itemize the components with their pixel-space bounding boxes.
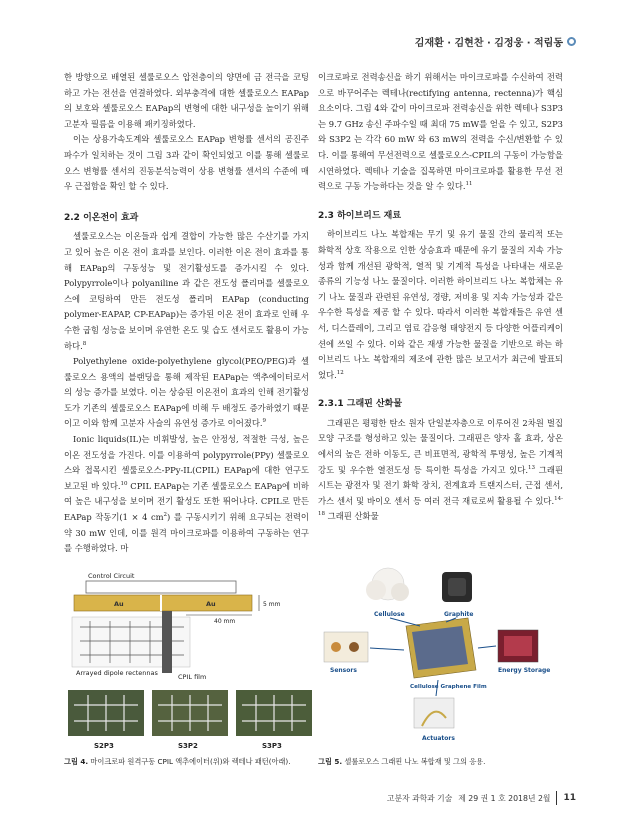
right-paragraph-3: 그래핀은 평평한 탄소 원자 단일분자층으로 이루어진 2차원 벌집모양 구조를 형성하고 있는 물질이다. 그래핀은 양자 홀 효과, 상온에서의 높은 전하 이동도, 큰 비표면적, 광학적 투명성, 높은 기계적 강도 및 우수한 열전도성 등 특이한 특성을 가지고 있다.$^{13}$ 그래핀 시트는 광전자 및 전기 화학 장치, 전계효과 트랜지스터, 근접 센서, 가스 센서 및 바이오 센서 등 여러 전극 재료로써 활용될 수 있다.$^{14-18}$ 그래핀 산화물 (318, 417, 563, 522)
left-paragraph-5: Ionic liquids(IL)는 비휘발성, 높은 안정성, 적절한 극성, 높은 이온 전도성을 가진다. 이를 이용하여 polypyrrole(PPy) 셀룰로오스와 접목시킨 셀룰로오스-PPy-IL(CPIL) EAPap에 대한 연구도 보고된 바 있다.$^{10}$ CPIL EAPap는 기존 셀룰로오스 EAPap에 비하여 높은 내구성을 보이며 전기 활성도 또한 뛰어나다. CPIL로 만든 EAPap 작동기(1 × 4 $cm^2$) 를 구동시키기 위해 요구되는 전력이 약 30 mW 인데, 이를 원격 마이크로파를 이용하여 구동하는 연구를 수행하였다. 마 (64, 434, 309, 554)
header-authors: 김재환 · 김현찬 · 김정웅 · 적림동 (414, 38, 563, 49)
rectenna-photos (68, 690, 312, 736)
photo-label-s3p3: S3P3 (262, 742, 282, 750)
left-column (64, 70, 309, 557)
page-number: 11 (563, 793, 576, 803)
right-paragraph-1: 이크로파로 전력송신을 하기 위해서는 마이크로파를 수신하여 전력으로 바꾸어주는 렉테나(rectifying antenna, rectenna)가 핵심요소이다. 그림 4와 같이 마이크로파 전력송신을 위한 렉테나 S3P3는 9.7 GHz 송신 주파수일 때 최대 75 mW를 얻을 수 있고, S2P3와 S3P2 는 각각 60 mW 와 63 mW의 전력을 수신/변환할 수 있다. 이를 통해여 무선전력으로 셀룰로오스-CPIL의 구동이 가능함을 시연하였다. 렉테나 기술을 집목하면 마이크로파를 활용한 무선 전력으로 구동 가능하다는 것을 알 수 있다.$^{11}$ (318, 72, 563, 192)
energy-storage-image (498, 630, 538, 662)
page-header (415, 34, 576, 49)
cotton-image (366, 568, 409, 601)
cpil-film (162, 611, 172, 673)
cellulose-label: Cellulose (374, 611, 405, 618)
footer-volume: 제 29 권 1 호 2018년 2월 (458, 793, 551, 803)
citation-12: 12 (336, 369, 344, 376)
actuators-image (414, 698, 454, 728)
citation-11: 11 (465, 181, 473, 188)
section-heading-2-3: 2.3 하이브리드 재료 (318, 210, 402, 221)
sensors-image (324, 632, 368, 662)
circle-bullet-icon (567, 37, 576, 46)
cpil-film-label: CPIL film (178, 673, 207, 681)
citation-13: 13 (528, 464, 536, 471)
left-paragraph-3: 셀룰로오스는 이온들과 쉽게 결합이 가능한 많은 수산기를 가지고 있어 높은 이온 전이 효과를 보인다. 이러한 이온 전이 효과를 통해 EAPap의 구동성능 및 전기활성도를 증가시킬 수 있다. Polypyrrole이나 polyaniline 과 같은 전도성 폴리머를 셀룰로오스에 코팅하여 만든 전도성 폴리머 EAPap (conducting polymer-EAPAP, CP-EAPap)는 증가된 이온 전이 효과로 인해 우수한 굽힘 성능을 보이며 유연한 온도 및 습도 센서로도 활용이 가능하다.$^8$ (64, 231, 309, 351)
left-paragraph-2: 이는 상용가속도계와 셀룰로오스 EAPap 변형률 센서의 공진주파수가 일치하는 것이 그림 3과 같이 확인되었고 이를 통해 셀룰로오스 변형률 센서의 진동분석능력이 상용 변형률 센서의 수준에 매우 근접함을 확인 할 수 있다. (64, 134, 309, 192)
footer-divider (556, 791, 557, 805)
arrayed-dipole-label: Arrayed dipole rectennas (76, 669, 158, 677)
au-right-label: Au (206, 600, 216, 608)
citation-8: 8 (82, 340, 87, 347)
dim-40mm-label: 40 mm (214, 618, 236, 625)
right-column (318, 70, 563, 525)
control-circuit-label: Control Circuit (88, 572, 135, 580)
photo-label-s2p3: S2P3 (94, 742, 114, 750)
gold-electrode (74, 595, 252, 611)
figure-4-actuator-diagram (66, 555, 316, 755)
au-left-label: Au (114, 600, 124, 608)
section-heading-2-2: 2.2 이온전이 효과 (64, 212, 139, 223)
photo-label-s3p2: S3P2 (178, 742, 198, 750)
left-paragraph-4: Polyethylene oxide-polyethylene glycol(PEO/PEG)과 셀룰로오스 용액의 블랜딩을 통해 제작된 EAPap는 액추에이터로서의 성능 증가를 보였다. 이는 상승된 이온전이 효과의 인해 전기활성도가 기존의 셀룰로오스 EAPap에 비해 두 배정도 증가하였기 때문이고 이와 함께 고분자 사슬의 유연성 증가로 이어졌다.$^9$ (64, 356, 309, 429)
figure-5-caption: 그림 5. 셀룰로오스 그래핀 나노 복합재 및 그의 응용. (318, 757, 486, 766)
graphene-film-image (406, 618, 476, 678)
citation-14-18: 14-18 (318, 496, 563, 518)
right-paragraph-2: 하이브리드 나노 복합재는 무기 및 유기 물질 간의 물리적 또는 화학적 상호 작용으로 인한 상승효과 때문에 유기 물질의 지속 가능성과 함께 개선된 광학적, 열적 및 기계적 특성을 나타내는 새로운 종류의 기능성 나노 물질이다. 이러한 하이브리드 나노 복합체는 유기 나노 물질과 관련된 유연성, 경량, 저비용 및 지속 가능성과 같은 우수한 특성을 제공 할 수 있다. 따라서 이러한 복합재들은 유연 센서, 디스플레이, 그리고 염료 감응형 태양전지 등 다양한 어플리케이션에 쓰일 수 있다. 이와 같은 재생 가능한 물질을 기반으로 하는 하이브리드 나노 복합재의 제조에 관한 많은 보고서가 최근에 발표되었다.$^{12}$ (318, 229, 563, 380)
figure-5-graphene-composite-diagram (318, 560, 564, 750)
actuators-label: Actuators (422, 735, 455, 742)
citation-10: 10 (120, 481, 128, 488)
footer-journal: 고분자 과학과 기술 (387, 793, 453, 803)
citation-9: 9 (262, 418, 267, 425)
graphite-label: Graphite (444, 611, 474, 618)
figure-4-caption: 그림 4. 마이크로파 원격구동 CPIL 액추에이터(위)와 렉테나 패턴(아래). (64, 757, 291, 766)
graphite-image (442, 572, 472, 602)
sensors-label: Sensors (330, 667, 357, 674)
page-footer (387, 791, 576, 805)
energy-storage-label: Energy Storage (498, 667, 551, 674)
left-paragraph-1: 한 방향으로 배열된 셀룰로오스 압전층이의 양면에 금 전극을 코팅하고 가는 전선을 연결하였다. 외부충격에 대한 셀룰로오스 EAPap의 보호와 셀룰로오스 EAPap의 변형에 대한 내구성을 높이기 위해 고분자 필름을 이용해 패키징하였다. (64, 72, 309, 129)
graphene-film-label: Cellulose Graphene Film (410, 684, 487, 690)
control-circuit-box (86, 581, 236, 593)
dim-5mm-label: 5 mm (263, 601, 281, 608)
section-heading-2-3-1: 2.3.1 그래핀 산화물 (318, 399, 403, 410)
